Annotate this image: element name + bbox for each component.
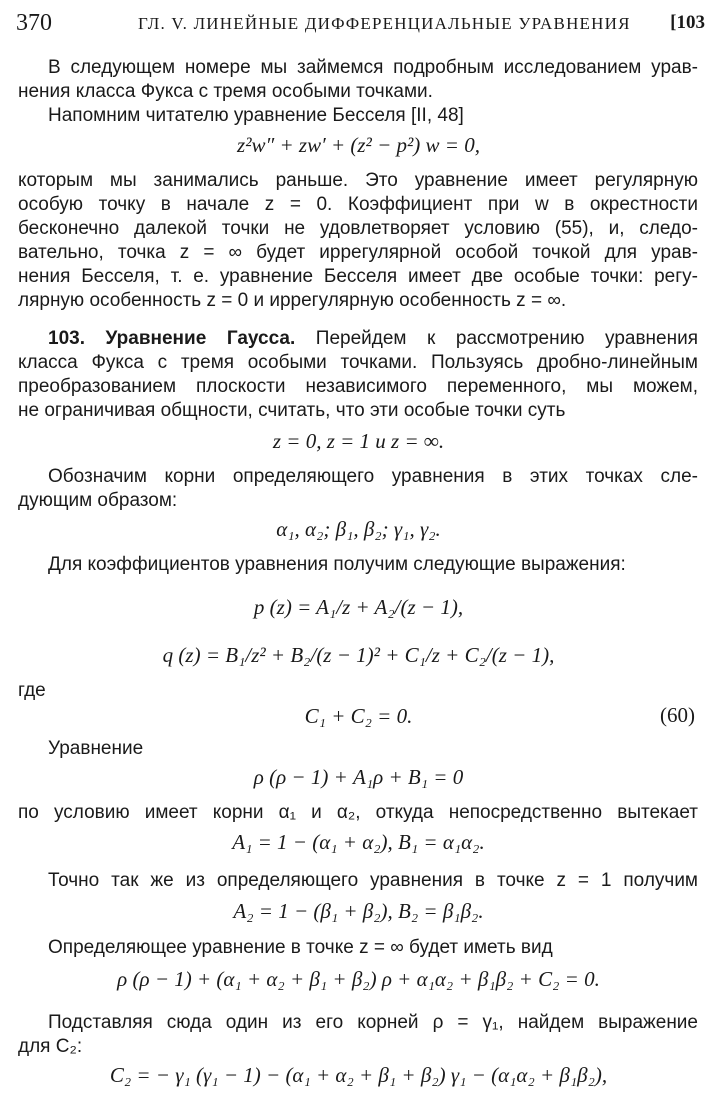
section-paragraph-first-line — [48, 327, 698, 351]
text-line: Уравнение — [48, 738, 144, 759]
text-line: Точно так же из определяющего уравнения в точке z = 1 получим — [48, 870, 698, 891]
q-formula: q (z) = B₁/z² + B₂/(z − 1)² + C₁/z + C₂/(z − 1), — [162, 643, 555, 667]
text-line: дующим образом: — [18, 490, 178, 511]
equation-number: (60) — [660, 703, 695, 727]
a2-b2-formula: A₂ = 1 − (β₁ + β₂), B₂ = β₁β₂. — [233, 899, 484, 923]
page-number: 370 — [16, 10, 52, 36]
text-line: Напомним читателю уравнение Бесселя [II, 48] — [48, 105, 464, 126]
text-line: не ограничивая общности, считать, что эти особые точки суть — [18, 400, 566, 421]
text-line: В следующем номере мы займемся подробным исследованием урав- — [48, 57, 698, 78]
text-line: которым мы занимались раньше. Это уравнение имеет регулярную — [18, 170, 698, 191]
roots-formula: α₁, α₂; β₁, β₂; γ₁, γ₂. — [276, 517, 441, 541]
text-line: преобразованием плоскости независимого переменного, мы можем, — [18, 376, 698, 397]
text-line: нения класса Фукса с тремя особыми точками. — [18, 81, 433, 102]
text-line: вательно, точка z = ∞ будет иррегулярной особой точкой для урав- — [18, 242, 698, 263]
text-line: лярную особенность z = 0 и иррегулярную особенность z = ∞. — [18, 290, 567, 311]
indicial-equation-infinity: ρ (ρ − 1) + (α₁ + α₂ + β₁ + β₂) ρ + α₁α₂ + β₁β₂ + C₂ = 0. — [117, 967, 600, 991]
bessel-equation: z²w″ + zw′ + (z² − p²) w = 0, — [237, 133, 480, 157]
text-line: бесконечно далекой точки не удовлетворяет условию (55), и, следо- — [18, 218, 698, 239]
text-line: нения Бесселя, т. е. уравнение Бесселя имеет две особые точки: регу- — [18, 266, 698, 287]
a1-b1-formula: A₁ = 1 − (α₁ + α₂), B₁ = α₁α₂. — [232, 830, 485, 854]
indicial-equation-zero: ρ (ρ − 1) + A₁ρ + B₁ = 0 — [253, 765, 464, 789]
text-line: Обозначим корни определяющего уравнения в этих точках сле- — [48, 466, 698, 487]
text-line: где — [18, 680, 46, 701]
singular-points-formula: z = 0, z = 1 и z = ∞. — [272, 429, 445, 453]
text-line: Перейдем к рассмотрению уравнения — [315, 328, 698, 349]
section-number: [103 — [670, 12, 705, 33]
text-line: по условию имеет корни α₁ и α₂, откуда непосредственно вытекает — [18, 802, 698, 823]
text-line: класса Фукса с тремя особыми точками. Пользуясь дробно-линейным — [18, 352, 698, 373]
running-title: ГЛ. V. ЛИНЕЙНЫЕ ДИФФЕРЕНЦИАЛЬНЫЕ УРАВНЕНИЯ — [138, 14, 631, 33]
text-line: Подставляя сюда один из его корней ρ = γ₁, найдем выражение — [48, 1012, 698, 1033]
section-heading: 103. Уравнение Гаусса. — [48, 328, 296, 349]
page-header — [16, 10, 705, 40]
text-line: для C₂: — [18, 1036, 83, 1057]
c-sum-formula: C₁ + C₂ = 0. — [304, 704, 413, 728]
c2-formula: C₂ = − γ₁ (γ₁ − 1) − (α₁ + α₂ + β₁ + β₂) γ₁ − (α₁α₂ + β₁β₂), — [109, 1063, 608, 1087]
text-line: особую точку в начале z = 0. Коэффициент при w в окрестности — [18, 194, 698, 215]
text-line: Для коэффициентов уравнения получим следующие выражения: — [48, 554, 626, 575]
p-formula: p (z) = A₁/z + A₂/(z − 1), — [253, 595, 464, 619]
text-line: Определяющее уравнение в точке z = ∞ будет иметь вид — [48, 937, 553, 958]
